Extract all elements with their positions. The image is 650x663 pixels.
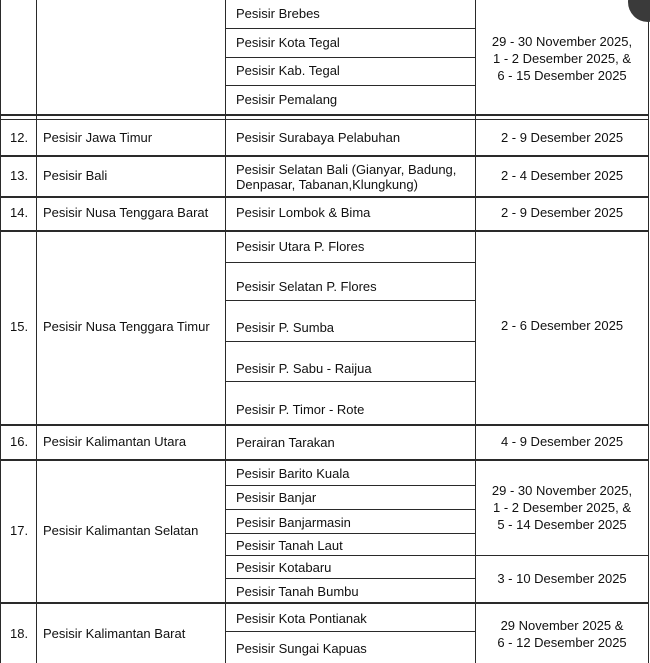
area-cell: Pesisir Tanah Bumbu (236, 584, 359, 599)
row-divider (225, 485, 475, 486)
region-cell: Pesisir Nusa Tenggara Barat (43, 205, 209, 220)
row-divider (0, 424, 649, 426)
row-divider (225, 28, 475, 29)
region-cell: Pesisir Jawa Timur (43, 130, 153, 145)
row-number: 13. (10, 168, 29, 183)
row-divider (0, 155, 649, 157)
row-number: 16. (10, 434, 29, 449)
area-cell: Pesisir Tanah Laut (236, 538, 343, 553)
row-number: 15. (10, 319, 29, 334)
area-cell: Pesisir Banjar (236, 490, 317, 505)
date-cell: 29 November 2025 & (500, 618, 624, 633)
date-cell: 6 - 12 Desember 2025 (497, 635, 627, 650)
row-divider (225, 381, 475, 382)
row-divider (225, 509, 475, 510)
row-divider (225, 262, 475, 263)
area-cell: Pesisir Kota Pontianak (236, 611, 367, 626)
area-cell: Pesisir Utara P. Flores (236, 239, 365, 254)
date-cell: 6 - 15 Desember 2025 (497, 68, 627, 83)
row-number: 17. (10, 523, 29, 538)
area-cell: Pesisir Brebes (236, 6, 320, 21)
area-cell: Pesisir Barito Kuala (236, 466, 350, 481)
row-divider (225, 341, 475, 342)
date-cell: 2 - 4 Desember 2025 (500, 168, 624, 183)
area-cell: Pesisir Banjarmasin (236, 515, 351, 530)
date-cell: 1 - 2 Desember 2025, & (492, 500, 632, 515)
date-cell: 29 - 30 November 2025, (491, 34, 633, 49)
region-cell: Pesisir Bali (43, 168, 108, 183)
date-cell: 5 - 14 Desember 2025 (497, 517, 627, 532)
row-divider (225, 533, 475, 534)
area-cell: Perairan Tarakan (236, 435, 335, 450)
column-divider (225, 0, 226, 663)
area-cell: Pesisir Selatan Bali (Gianyar, Badung, (236, 162, 457, 177)
row-divider (0, 459, 649, 461)
row-divider (225, 57, 475, 58)
row-divider (0, 602, 649, 604)
area-cell: Pesisir Selatan P. Flores (236, 279, 377, 294)
row-divider (0, 119, 649, 120)
table-border-right (648, 0, 649, 663)
date-cell: 29 - 30 November 2025, (491, 483, 633, 498)
area-cell: Pesisir P. Sumba (236, 320, 335, 335)
row-divider (225, 578, 475, 579)
region-cell: Pesisir Kalimantan Utara (43, 434, 187, 449)
row-divider (225, 631, 475, 632)
row-divider (225, 85, 475, 86)
area-cell: Pesisir Lombok & Bima (236, 205, 371, 220)
date-cell: 1 - 2 Desember 2025, & (492, 51, 632, 66)
date-cell: 2 - 6 Desember 2025 (500, 318, 624, 333)
date-cell: 3 - 10 Desember 2025 (497, 571, 627, 586)
region-cell: Pesisir Kalimantan Barat (43, 626, 186, 641)
area-cell: Pesisir P. Sabu - Raijua (236, 361, 372, 376)
area-cell: Pesisir Kab. Tegal (236, 63, 340, 78)
date-cell: 4 - 9 Desember 2025 (500, 434, 624, 449)
date-cell: 2 - 9 Desember 2025 (500, 205, 624, 220)
area-cell: Pesisir Kotabaru (236, 560, 332, 575)
row-divider (0, 230, 649, 232)
area-cell: Pesisir Pemalang (236, 92, 338, 107)
area-cell: Pesisir Surabaya Pelabuhan (236, 130, 401, 145)
row-number: 12. (10, 130, 29, 145)
area-cell: Pesisir Kota Tegal (236, 35, 340, 50)
row-number: 14. (10, 205, 29, 220)
row-number: 18. (10, 626, 29, 641)
date-cell: 2 - 9 Desember 2025 (500, 130, 624, 145)
area-cell: Denpasar, Tabanan,Klungkung) (236, 177, 418, 192)
row-divider (0, 114, 649, 116)
table-border-left (0, 0, 1, 663)
area-cell: Pesisir Sungai Kapuas (236, 641, 367, 656)
region-cell: Pesisir Kalimantan Selatan (43, 523, 199, 538)
row-divider (225, 300, 475, 301)
column-divider (36, 0, 37, 663)
row-divider (0, 196, 649, 198)
area-cell: Pesisir P. Timor - Rote (236, 402, 365, 417)
row-divider (225, 555, 649, 556)
region-cell: Pesisir Nusa Tenggara Timur (43, 319, 210, 334)
